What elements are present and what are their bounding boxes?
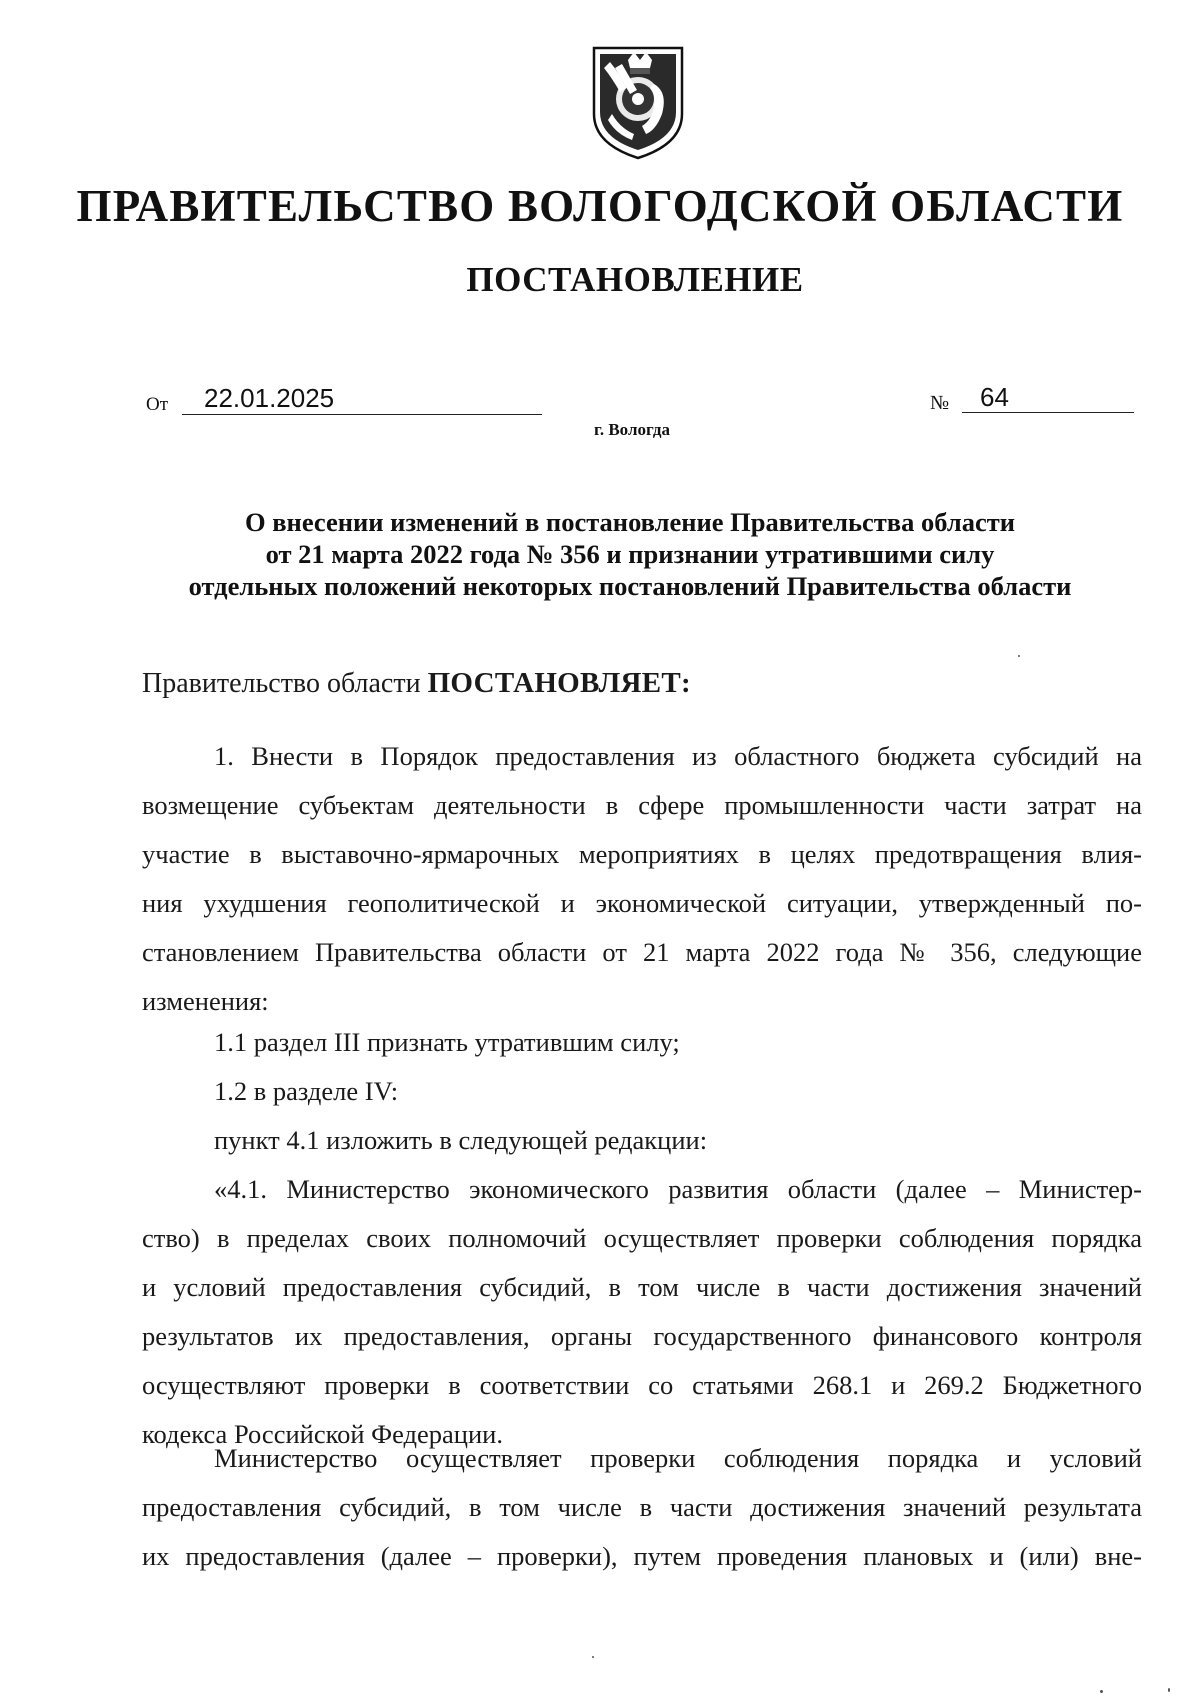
paragraph-1 — [142, 732, 1142, 1026]
paragraph-line: осуществляют проверки в соответствии со статьями 268.1 и 269.2 Бюджетного — [142, 1370, 1142, 1400]
city: г. Вологда — [594, 420, 670, 439]
paragraph-line: изменения: — [142, 986, 269, 1016]
number-value: 64 — [962, 382, 1134, 413]
paragraph-line: возмещение субъектам деятельности в сфере промышленности части затрат на — [142, 790, 1142, 820]
preamble-verb: ПОСТАНОВЛЯЕТ: — [427, 667, 691, 699]
date-value: 22.01.2025 — [182, 382, 542, 415]
paragraph-line: кодекса Российской Федерации. — [142, 1419, 503, 1449]
organization-title: ПРАВИТЕЛЬСТВО ВОЛОГОДСКОЙ ОБЛАСТИ — [76, 181, 1124, 231]
paragraph-line: ния ухудшения геополитической и экономической ситуации, утвержденный по- — [142, 888, 1142, 918]
item-1-1: 1.1 раздел III признать утратившим силу; — [214, 1027, 680, 1057]
paragraph-line: и условий предоставления субсидий, в том числе в части достижения значений — [142, 1272, 1142, 1302]
heading-line: отдельных положений некоторых постановлений Правительства области — [188, 571, 1072, 601]
preamble-subject: Правительство области — [142, 668, 421, 699]
preamble — [142, 667, 691, 700]
item-1-2: 1.2 в разделе IV: — [214, 1076, 399, 1106]
document-type: ПОСТАНОВЛЕНИЕ — [466, 260, 804, 299]
paragraph-line: участие в выставочно-ярмарочных мероприятиях в целях предотвращения влия- — [142, 839, 1142, 869]
heading-line: от 21 марта 2022 года № 356 и признании утратившими силу — [265, 539, 995, 569]
paragraph-line: предоставления субсидий, в том числе в части достижения значений результата — [142, 1492, 1142, 1522]
scan-speck — [1168, 1688, 1170, 1692]
scan-speck — [1018, 655, 1020, 657]
scan-speck — [592, 1656, 594, 1658]
number-prefix: № — [930, 392, 950, 414]
paragraph-line: становлением Правительства области от 21 марта 2022 года № 356, следующие — [142, 937, 1142, 967]
document-heading — [110, 506, 1150, 602]
paragraph-line: 1. Внести в Порядок предоставления из областного бюджета субсидий на — [214, 741, 1142, 771]
vologda-coat-of-arms-icon — [590, 44, 686, 162]
paragraph-inspections — [142, 1434, 1142, 1581]
paragraph-line: их предоставления (далее – проверки), путем проведения плановых и (или) вне- — [142, 1541, 1142, 1571]
quoted-clause-4-1 — [142, 1165, 1142, 1459]
scan-speck — [1100, 1690, 1103, 1693]
paragraph-line: ство) в пределах своих полномочий осуществляет проверки соблюдения порядка — [142, 1223, 1142, 1253]
item-1-2-subitem: пункт 4.1 изложить в следующей редакции: — [214, 1125, 708, 1155]
paragraph-line: Министерство осуществляет проверки соблюдения порядка и условий — [214, 1443, 1142, 1473]
paragraph-line: результатов их предоставления, органы государственного финансового контроля — [142, 1321, 1142, 1351]
paragraph-line: «4.1. Министерство экономического развития области (далее – Министер- — [214, 1174, 1142, 1204]
heading-line: О внесении изменений в постановление Правительства области — [245, 507, 1015, 537]
date-prefix: От — [146, 394, 169, 415]
